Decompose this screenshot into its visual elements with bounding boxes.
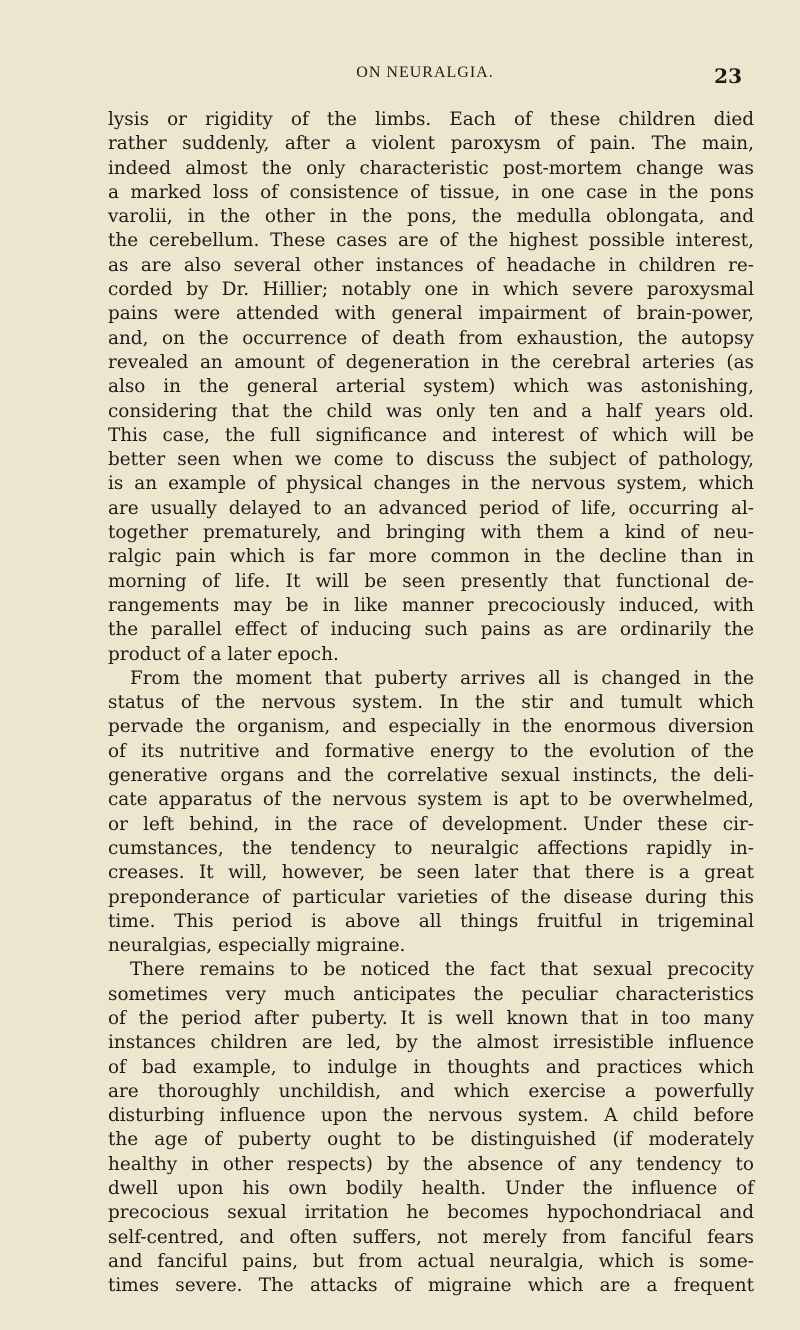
text-line: pains were attended with general impairment of brain-power, xyxy=(108,303,754,325)
text-line: and, on the occurrence of death from exhaustion, the autopsy xyxy=(108,327,754,349)
text-line: There remains to be noticed the fact that sexual precocity xyxy=(130,959,754,981)
text-line: cate apparatus of the nervous system is apt to be overwhelmed, xyxy=(108,789,754,811)
text-line: creases. It will, however, be seen later that there is a great xyxy=(108,862,754,884)
text-line: the cerebellum. These cases are of the highest possible interest, xyxy=(108,230,754,252)
text-line: better seen when we come to discuss the subject of pathology, xyxy=(108,449,754,471)
text-line: instances children are led, by the almost irresistible influence xyxy=(108,1032,754,1054)
text-line: From the moment that puberty arrives all is changed in the xyxy=(130,667,754,689)
text-line: the age of puberty ought to be distinguished (if moderately xyxy=(108,1129,754,1151)
text-line: of the period after puberty. It is well known that in too many xyxy=(108,1007,754,1029)
text-line: rangements may be in like manner precociously induced, with xyxy=(108,594,754,616)
text-line: sometimes very much anticipates the peculiar characteristics xyxy=(108,983,754,1005)
paragraph xyxy=(108,108,754,667)
text-line: generative organs and the correlative sexual instincts, the deli- xyxy=(108,765,754,787)
text-line: revealed an amount of degeneration in the cerebral arteries (as xyxy=(108,351,754,373)
text-line: precocious sexual irritation he becomes hypochondriacal and xyxy=(108,1202,754,1224)
text-line: ralgic pain which is far more common in the decline than in xyxy=(108,546,754,568)
text-line: together prematurely, and bringing with them a kind of neu- xyxy=(108,522,754,544)
text-line: self-centred, and often suffers, not merely from fanciful fears xyxy=(108,1226,754,1248)
text-line: of bad example, to indulge in thoughts and practices which xyxy=(108,1056,754,1078)
text-line: are thoroughly unchildish, and which exercise a powerfully xyxy=(108,1080,754,1102)
page-number: 23 xyxy=(714,64,742,88)
text-line: times severe. The attacks of migraine which are a frequent xyxy=(108,1275,754,1297)
text-line: or left behind, in the race of development. Under these cir- xyxy=(108,813,754,835)
text-line: of its nutritive and formative energy to the evolution of the xyxy=(108,740,754,762)
text-line: pervade the organism, and especially in the enormous diversion xyxy=(108,716,754,738)
text-line: preponderance of particular varieties of the disease during this xyxy=(108,886,754,908)
text-line: rather suddenly, after a violent paroxysm of pain. The main, xyxy=(108,133,754,155)
body-text xyxy=(108,108,754,1299)
text-line: neuralgias, especially migraine. xyxy=(108,935,406,957)
text-line: status of the nervous system. In the stir and tumult which xyxy=(108,692,754,714)
text-line: considering that the child was only ten and a half years old. xyxy=(108,400,754,422)
text-line: also in the general arterial system) which was astonishing, xyxy=(108,376,754,398)
text-line: lysis or rigidity of the limbs. Each of these children died xyxy=(108,109,754,130)
text-line: a marked loss of consistence of tissue, in one case in the pons xyxy=(108,181,754,203)
text-line: is an example of physical changes in the nervous system, which xyxy=(108,473,754,495)
text-line: as are also several other instances of headache in children re- xyxy=(108,254,754,276)
text-line: disturbing influence upon the nervous system. A child before xyxy=(108,1105,754,1127)
running-title: ON NEURALGIA. xyxy=(356,64,494,81)
text-line: indeed almost the only characteristic post-mortem change was xyxy=(108,157,754,179)
paragraph xyxy=(108,667,754,959)
text-line: healthy in other respects) by the absence of any tendency to xyxy=(108,1153,754,1175)
page-header xyxy=(108,64,742,94)
text-line: cumstances, the tendency to neuralgic affections rapidly in- xyxy=(108,837,754,859)
text-line: and fanciful pains, but from actual neuralgia, which is some- xyxy=(108,1250,754,1272)
text-line: the parallel effect of inducing such pains as are ordinarily the xyxy=(108,619,754,641)
text-line: product of a later epoch. xyxy=(108,643,339,665)
text-line: dwell upon his own bodily health. Under the influence of xyxy=(108,1178,754,1200)
text-line: time. This period is above all things fruitful in trigeminal xyxy=(108,910,754,932)
text-line: corded by Dr. Hillier; notably one in which severe paroxysmal xyxy=(108,279,754,301)
text-line: varolii, in the other in the pons, the medulla oblongata, and xyxy=(108,206,754,228)
paragraph xyxy=(108,958,754,1298)
text-line: This case, the full significance and interest of which will be xyxy=(108,424,754,446)
text-line: are usually delayed to an advanced period of life, occurring al- xyxy=(108,497,754,519)
text-line: morning of life. It will be seen presently that functional de- xyxy=(108,570,754,592)
